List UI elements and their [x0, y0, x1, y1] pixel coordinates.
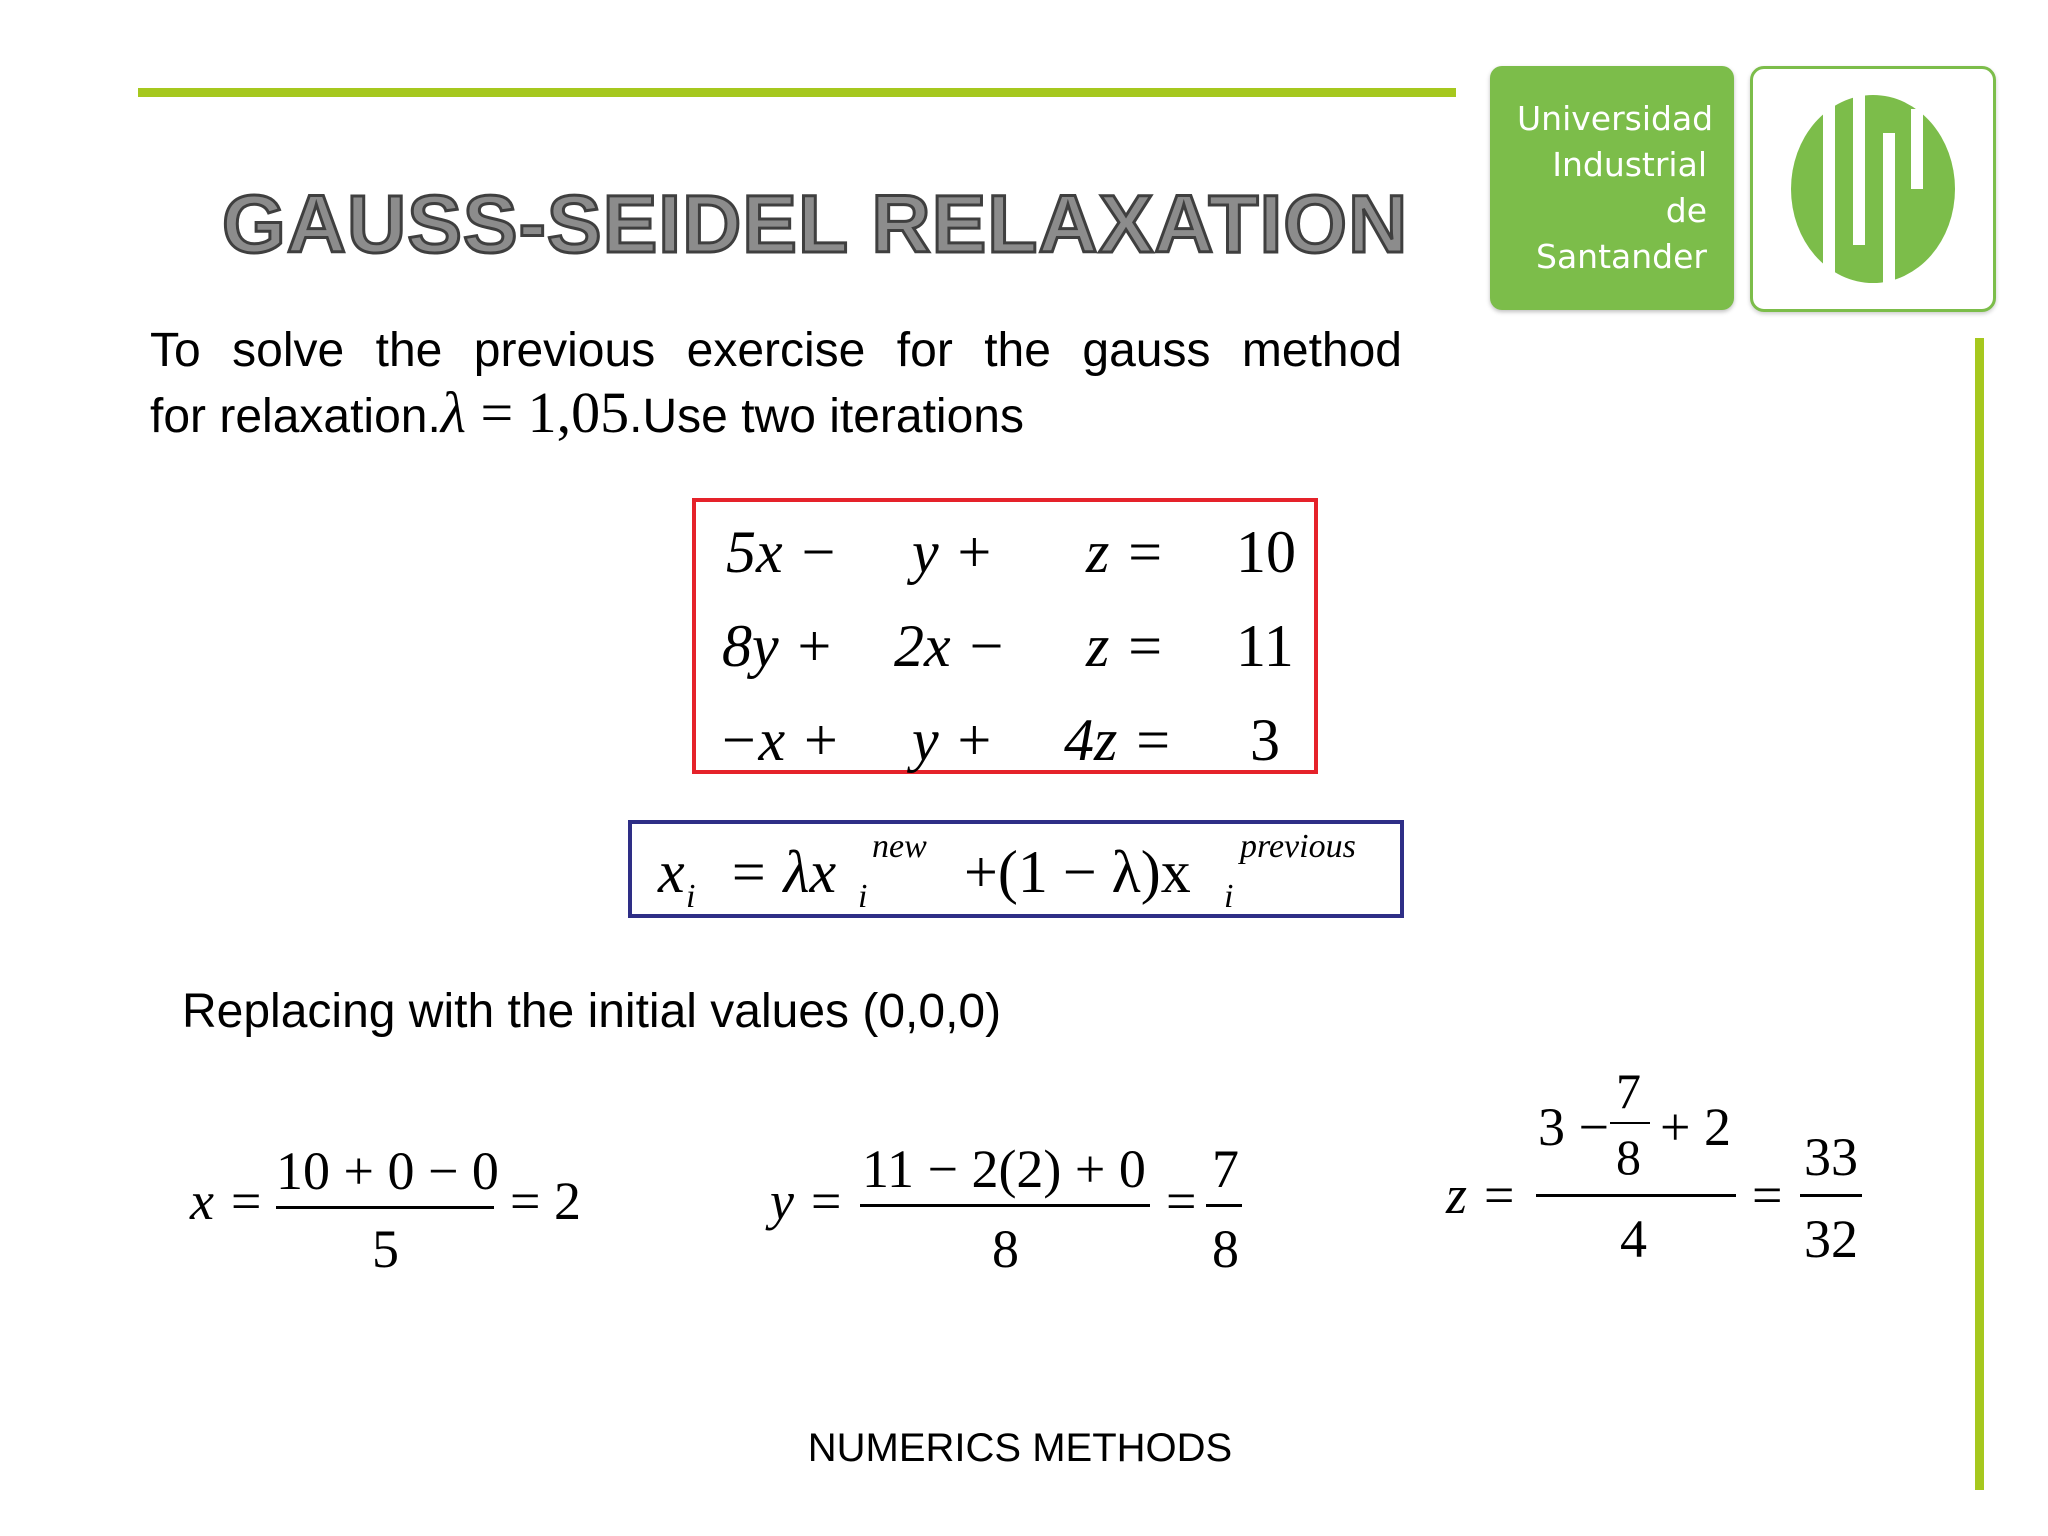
logo-line-1: Universidad: [1517, 99, 1714, 138]
formula-lhs: x: [658, 839, 685, 905]
intro-prefix: for relaxation.: [150, 390, 441, 443]
system-cell: 3: [1250, 707, 1280, 773]
lambda-value: = 1,05: [465, 380, 630, 445]
university-name-logo: [1490, 66, 1734, 310]
footer-label: NUMERICS METHODS: [807, 1426, 1233, 1470]
formula-lhs-sub: i: [686, 878, 696, 915]
calc-z-result-numerator: 33: [1804, 1127, 1858, 1187]
intro-word: To: [150, 324, 201, 377]
top-accent-line: [138, 88, 1456, 97]
system-cell: z =: [1086, 519, 1165, 585]
intro-line-1: [150, 320, 1402, 382]
calc-z-inner-numerator: 7: [1616, 1063, 1641, 1119]
formula-lambda-new: = λx: [728, 839, 837, 905]
calc-y-lhs: y =: [770, 1171, 844, 1231]
calc-y-result-denominator: 8: [1212, 1219, 1239, 1279]
calc-z-denominator: 4: [1620, 1209, 1647, 1269]
intro-line-2: [150, 382, 1402, 448]
formula-new-sub: i: [858, 878, 868, 915]
system-cell: z =: [1086, 613, 1165, 679]
system-cell: 10: [1236, 519, 1296, 585]
calc-y-equals: =: [1166, 1171, 1197, 1231]
calc-x-numerator: 10 + 0 − 0: [276, 1141, 499, 1201]
intro-word: for: [896, 324, 953, 377]
formula-previous-term: +(1 − λ)x: [964, 839, 1191, 905]
formula-previous-sub: i: [1224, 878, 1234, 915]
calc-z-result-denominator: 32: [1804, 1209, 1858, 1269]
formula-previous-sup: previous: [1240, 828, 1356, 865]
calc-z-fraction-bar: [1536, 1194, 1736, 1197]
system-cell: 5x −: [726, 519, 839, 585]
page-title: GAUSS-SEIDEL RELAXATION: [222, 179, 1409, 270]
system-cell: y +: [912, 519, 995, 585]
uis-logo-icon: [1753, 69, 1993, 309]
calc-y-result-numerator: 7: [1212, 1139, 1239, 1199]
intro-word: the: [375, 324, 443, 377]
calc-y-denominator: 8: [992, 1219, 1019, 1279]
formula-new-sup: new: [872, 828, 927, 865]
relaxation-formula-box: [628, 820, 1404, 918]
intro-word: gauss: [1082, 324, 1211, 377]
side-accent-line: [1975, 338, 1984, 1490]
intro-suffix: .Use two iterations: [629, 390, 1024, 443]
replacing-text: Replacing with the initial values (0,0,0): [182, 985, 1002, 1038]
intro-word: solve: [232, 324, 345, 377]
equation-system-box: [692, 498, 1318, 774]
calc-z-inner-denominator: 8: [1616, 1129, 1641, 1185]
system-cell: y +: [912, 707, 995, 773]
lambda-symbol: λ: [440, 380, 466, 445]
system-cell: −x +: [718, 707, 841, 773]
system-cell: 11: [1236, 613, 1294, 679]
calc-x-denominator: 5: [372, 1219, 399, 1279]
calc-y-numerator: 11 − 2(2) + 0: [862, 1139, 1146, 1199]
calc-x-lhs: x =: [190, 1171, 264, 1231]
system-cell: 4z =: [1064, 707, 1173, 773]
system-cell: 2x −: [894, 613, 1007, 679]
intro-word: exercise: [686, 324, 866, 377]
footer-text: [0, 1426, 2048, 1471]
calc-z-numerator-left: 3 −: [1538, 1097, 1609, 1157]
intro-word: the: [984, 324, 1051, 377]
calc-y-result-bar: [1206, 1204, 1242, 1207]
calc-z-lhs: z =: [1446, 1165, 1517, 1225]
calc-y-fraction-bar: [860, 1204, 1150, 1207]
calc-z-equals: =: [1752, 1165, 1783, 1225]
intro-word: previous: [473, 324, 656, 377]
system-cell: 8y +: [722, 613, 835, 679]
calc-z-inner-bar: [1610, 1122, 1650, 1124]
calc-z-numerator-right: + 2: [1660, 1097, 1731, 1157]
calc-x-fraction-bar: [276, 1206, 494, 1209]
calc-z-result-bar: [1800, 1194, 1862, 1197]
logo-line-3: Santander: [1536, 237, 1707, 276]
uis-logo-box: [1750, 66, 1996, 312]
intro-word: method: [1241, 324, 1402, 377]
intro-paragraph: [150, 320, 1402, 448]
calc-x-result: = 2: [510, 1171, 581, 1231]
logo-line-2: Industrial de: [1552, 145, 1707, 230]
